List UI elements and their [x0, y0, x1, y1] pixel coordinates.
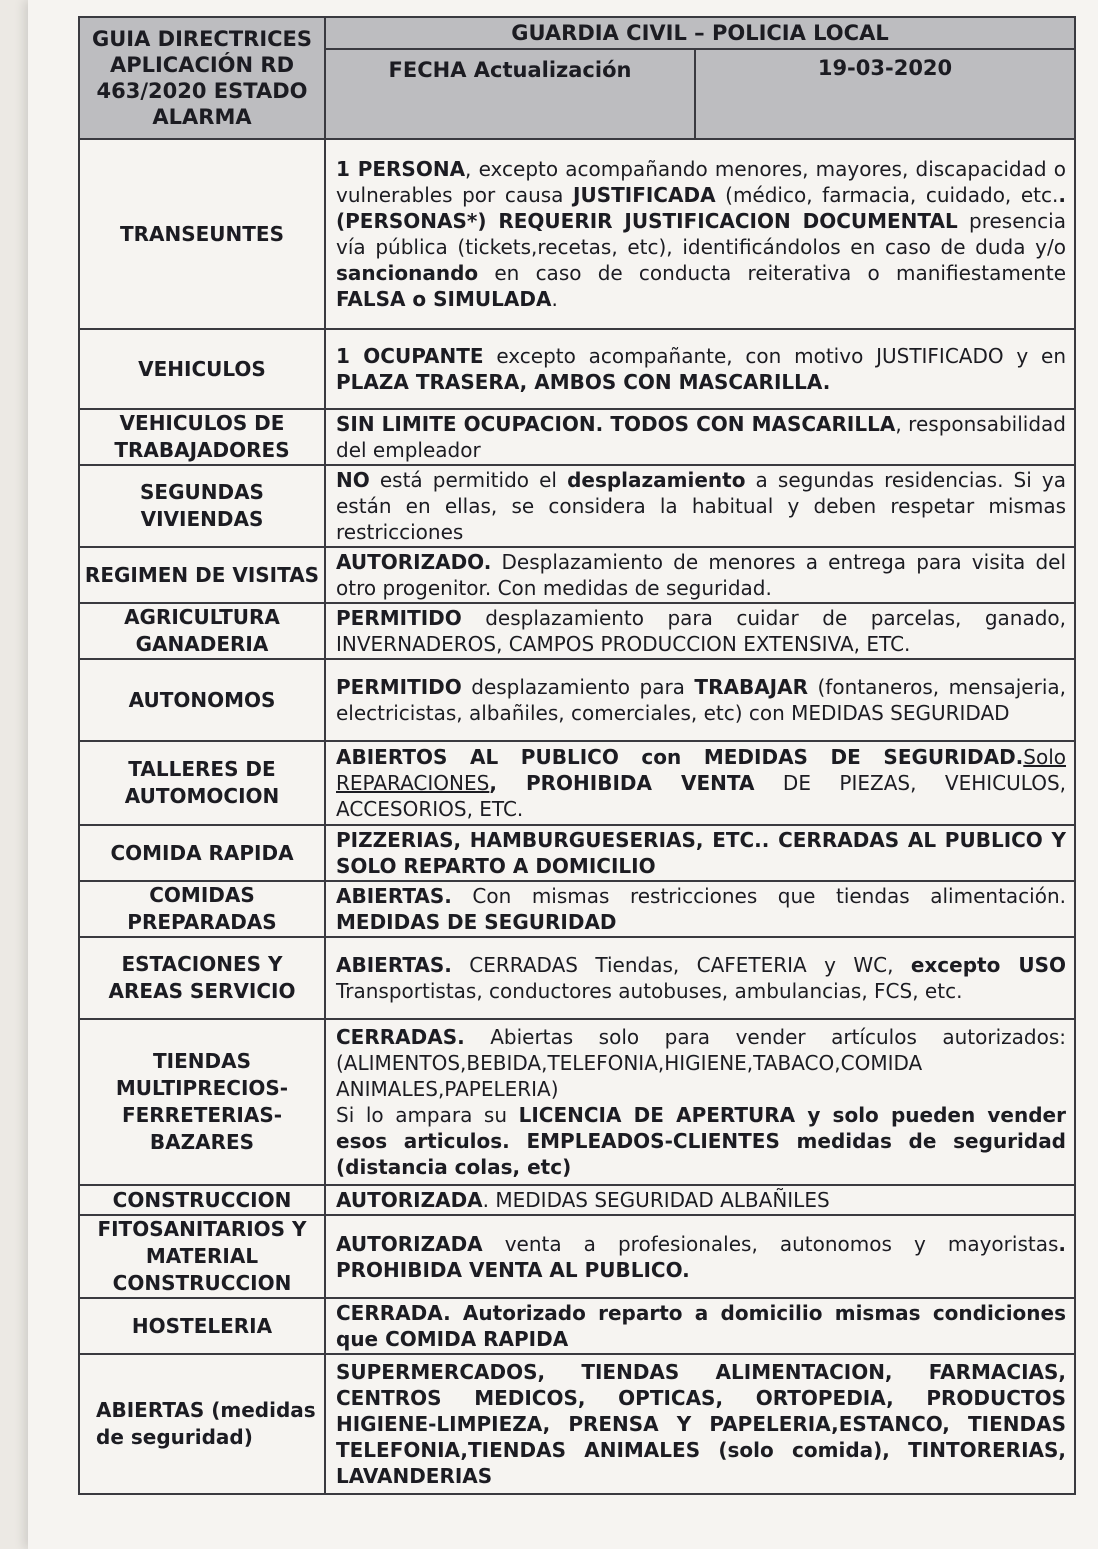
- category-rule: [325, 741, 1075, 825]
- category-rule: [325, 937, 1075, 1019]
- category-rule: [325, 1185, 1075, 1215]
- rule-text-bold: ABIERTAS.: [336, 884, 452, 908]
- rule-text-bold: SUPERMERCADOS, TIENDAS ALIMENTACION, FARMACIAS, CENTROS MEDICOS, OPTICAS, ORTOPEDIA, PRODUCTOS HIGIENE-LIMPIEZA, PRENSA Y PAPELERIA,ESTANCO, TIENDAS TELEFONIA,TIENDAS ANIMALES (solo comida), TINTORERIAS, LAVANDERIAS: [336, 1360, 1066, 1488]
- rule-text: Con mismas restricciones que tiendas alimentación.: [451, 884, 1066, 908]
- rule-text-bold: desplazamiento: [567, 468, 746, 492]
- category-label: TRANSEUNTES: [79, 139, 325, 329]
- rule-text: está permitido el: [369, 468, 568, 492]
- rule-text-bold: . PROHIBIDA VENTA AL PUBLICO.: [336, 1231, 1066, 1282]
- category-rule: [325, 139, 1075, 329]
- rule-text: . MEDIDAS SEGURIDAD ALBAÑILES: [482, 1188, 830, 1212]
- category-label: TIENDAS MULTIPRECIOS-FERRETERIAS-BAZARES: [79, 1019, 325, 1185]
- rule-text: Solo REPARACIONES: [336, 745, 1066, 795]
- rule-text: , excepto acompañando menores, mayores, discapacidad o vulnerables por causa: [336, 157, 1066, 207]
- rule-text-bold: ABIERTOS AL PUBLICO con MEDIDAS DE SEGURIDAD.: [336, 745, 1024, 769]
- category-rule: [325, 659, 1075, 741]
- rule-text: Abiertas solo para vender artículos autorizados: (ALIMENTOS,BEBIDA,TELEFONIA,HIGIENE,TABACO,COMIDA ANIMALES,PAPELERIA): [336, 1025, 1066, 1101]
- table-row: [79, 1215, 1075, 1298]
- category-rule: [325, 465, 1075, 547]
- category-label: REGIMEN DE VISITAS: [79, 547, 325, 603]
- rule-text-bold: AUTORIZADA: [336, 1188, 483, 1212]
- table-row: [79, 1354, 1075, 1494]
- table-row: [79, 465, 1075, 547]
- rule-text: (médico, farmacia, cuidado, etc.: [715, 183, 1059, 207]
- table-row: [79, 1019, 1075, 1185]
- guideline-rows: [79, 139, 1075, 1494]
- category-rule: [325, 825, 1075, 881]
- rule-text-bold: 1 OCUPANTE: [336, 344, 484, 368]
- rule-text-bold: 1 PERSONA: [336, 157, 466, 181]
- category-label: ABIERTAS (medidas de seguridad): [79, 1354, 325, 1494]
- rule-text: (fontaneros, mensajeria, electricistas, albañiles, comerciales, etc) con MEDIDAS SEGURIDAD: [336, 675, 1066, 725]
- category-rule: [325, 1354, 1075, 1494]
- rule-text: presencia vía pública (tickets,recetas, etc), identificándolos en caso de duda y/o: [336, 209, 1066, 259]
- table-row: [79, 825, 1075, 881]
- rule-text-bold: AUTORIZADA: [336, 1231, 483, 1256]
- category-rule: [325, 409, 1075, 465]
- category-rule: [325, 603, 1075, 659]
- rule-text-bold: CERRADAS.: [336, 1025, 465, 1049]
- rule-text: , responsabilidad del empleador: [336, 412, 1066, 462]
- table-row: [79, 881, 1075, 937]
- rule-text: Desplazamiento de menores a entrega para visita del otro progenitor. Con medidas de seguridad.: [336, 550, 1066, 600]
- header-info: [325, 17, 1075, 139]
- category-label: VEHICULOS: [79, 329, 325, 409]
- rule-text-bold: JUSTIFICADA: [573, 183, 716, 207]
- rule-text: Transportistas, conductores autobuses, ambulancias, FCS, etc.: [336, 979, 963, 1003]
- table-row: [79, 139, 1075, 329]
- table-row: [79, 547, 1075, 603]
- category-rule: [325, 1019, 1075, 1185]
- category-label: AGRICULTURA GANADERIA: [79, 603, 325, 659]
- rule-text-bold: .(PERSONAS*) REQUERIR JUSTIFICACION DOCUMENTAL: [336, 183, 1066, 233]
- update-date-value: 19-03-2020: [817, 56, 953, 80]
- rule-text-bold: PLAZA TRASERA, AMBOS CON MASCARILLA.: [336, 370, 831, 394]
- rule-text: excepto acompañante, con motivo JUSTIFICADO y en: [483, 344, 1066, 368]
- rule-text-bold: sancionando: [336, 261, 479, 285]
- table-row: [79, 741, 1075, 825]
- category-rule: [325, 1298, 1075, 1354]
- category-rule: [325, 329, 1075, 409]
- organization-title: GUARDIA CIVIL – POLICIA LOCAL: [326, 18, 1074, 50]
- category-label: HOSTELERIA: [79, 1298, 325, 1354]
- category-rule: [325, 1215, 1075, 1298]
- rule-text-bold: , PROHIBIDA VENTA: [489, 771, 755, 795]
- category-label: CONSTRUCCION: [79, 1185, 325, 1215]
- category-label: FITOSANITARIOS Y MATERIAL CONSTRUCCION: [79, 1215, 325, 1298]
- category-rule: [325, 547, 1075, 603]
- rule-text: venta a profesionales, autonomos y mayoristas: [482, 1231, 1059, 1256]
- rule-text-bold: PIZZERIAS, HAMBURGUESERIAS, ETC.. CERRADAS AL PUBLICO Y SOLO REPARTO A DOMICILIO: [336, 828, 1066, 878]
- rule-text-bold: CERRADA. Autorizado reparto a domicilio mismas condiciones que COMIDA RAPIDA: [336, 1301, 1066, 1351]
- category-label: ESTACIONES Y AREAS SERVICIO: [79, 937, 325, 1019]
- category-label: COMIDAS PREPARADAS: [79, 881, 325, 937]
- table-row: [79, 1185, 1075, 1215]
- rule-text-bold: MEDIDAS DE SEGURIDAD: [336, 910, 617, 934]
- rule-text: a segundas residencias. Si ya están en ellas, se considera la habitual y deben respetar mismas restricciones: [336, 468, 1066, 544]
- rule-text-bold: AUTORIZADO.: [336, 550, 492, 574]
- table-row: [79, 329, 1075, 409]
- table-row: [79, 603, 1075, 659]
- rule-text: .: [551, 287, 558, 311]
- rule-text-bold: excepto USO: [910, 953, 1066, 977]
- rule-text-bold: SIN LIMITE OCUPACION. TODOS CON MASCARILLA: [336, 412, 896, 436]
- rule-text: desplazamiento para cuidar de parcelas, ganado, INVERNADEROS, CAMPOS PRODUCCION EXTENSIVA, ETC.: [336, 606, 1066, 656]
- rule-text: desplazamiento para: [461, 675, 695, 699]
- category-label: TALLERES DE AUTOMOCION: [79, 741, 325, 825]
- rule-text: Si lo ampara su: [336, 1103, 519, 1127]
- table-header-row: [79, 17, 1075, 139]
- update-date-label: FECHA Actualización: [326, 50, 696, 138]
- guide-title: GUIA DIRECTRICES APLICACIÓN RD 463/2020 ESTADO ALARMA: [79, 17, 325, 139]
- rule-text-bold: ABIERTAS.: [336, 953, 452, 977]
- table-row: [79, 1298, 1075, 1354]
- category-label: COMIDA RAPIDA: [79, 825, 325, 881]
- rule-text-bold: PERMITIDO: [336, 606, 462, 630]
- rule-text: DE PIEZAS, VEHICULOS, ACCESORIOS, ETC.: [336, 771, 1066, 821]
- table-row: [79, 937, 1075, 1019]
- category-label: VEHICULOS DE TRABAJADORES: [79, 409, 325, 465]
- category-rule: [325, 881, 1075, 937]
- rule-text: CERRADAS Tiendas, CAFETERIA y WC,: [451, 953, 911, 977]
- rule-text-bold: LICENCIA DE APERTURA y solo pueden vender esos articulos. EMPLEADOS-CLIENTES medidas de seguridad (distancia colas, etc): [336, 1103, 1066, 1179]
- rule-text-bold: TRABAJAR: [694, 675, 808, 699]
- category-label: AUTONOMOS: [79, 659, 325, 741]
- guidelines-table: [78, 16, 1076, 1495]
- rule-text-bold: NO: [336, 468, 370, 492]
- rule-text-bold: PERMITIDO: [336, 675, 462, 699]
- update-date-row: [326, 50, 1074, 138]
- rule-text-bold: FALSA o SIMULADA: [336, 287, 552, 311]
- table-row: [79, 409, 1075, 465]
- table-row: [79, 659, 1075, 741]
- category-label: SEGUNDAS VIVIENDAS: [79, 465, 325, 547]
- rule-text: en caso de conducta reiterativa o manifiestamente: [478, 261, 1066, 285]
